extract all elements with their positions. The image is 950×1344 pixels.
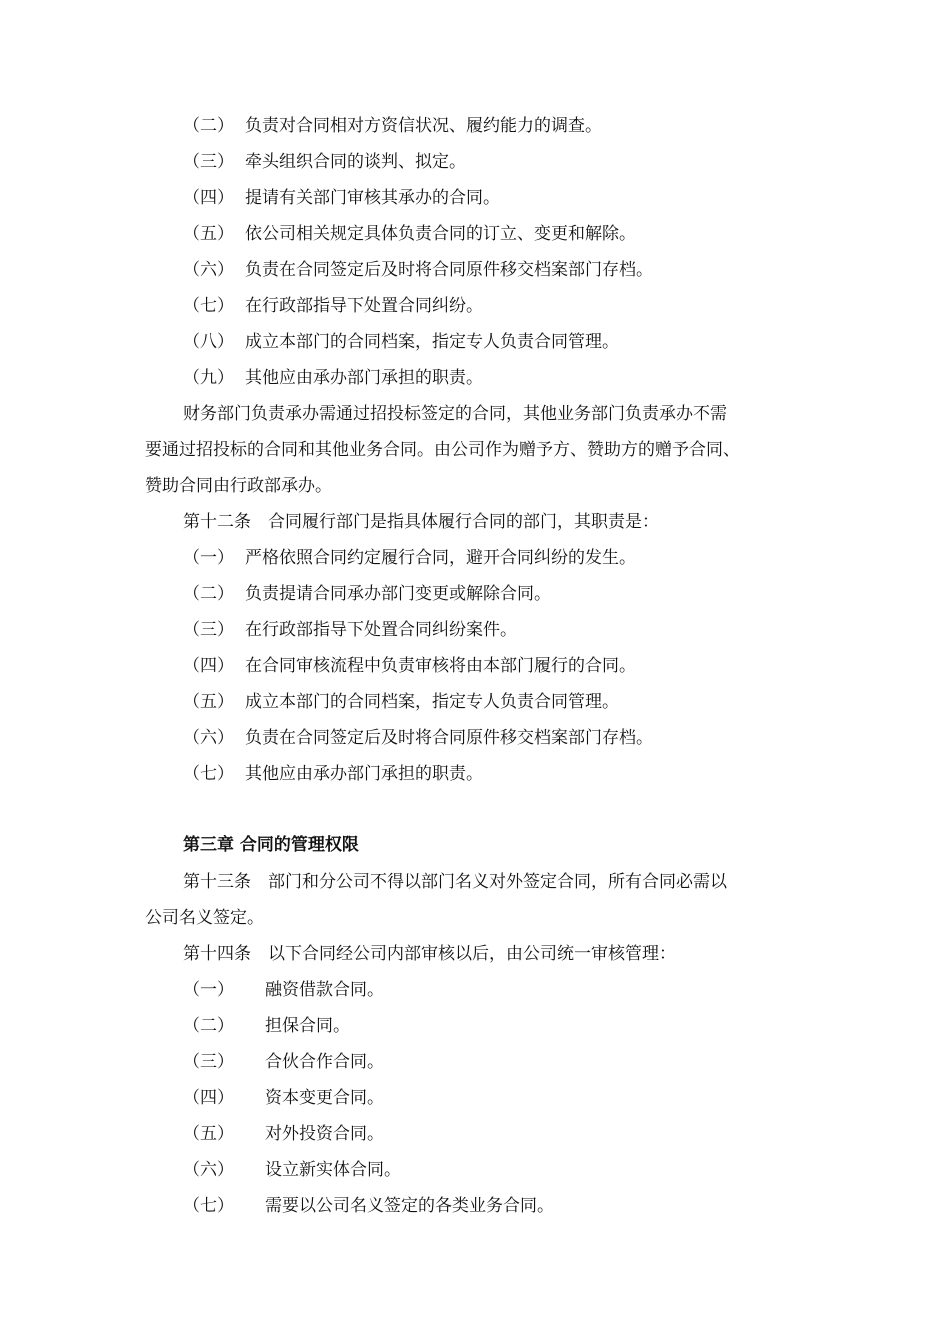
item-number: （二）: [183, 1016, 234, 1036]
item-number: （一）: [183, 548, 234, 568]
item-number: （三）: [183, 152, 234, 172]
item-text: 依公司相关规定具体负责合同的订立、变更和解除。: [245, 224, 636, 244]
item-number: （五）: [183, 224, 234, 244]
item-number: （四）: [183, 188, 234, 208]
list-item: [183, 726, 653, 750]
item-number: （三）: [183, 620, 234, 640]
item-number: （五）: [183, 692, 234, 712]
list-item: [183, 186, 500, 210]
list-item: [183, 618, 517, 642]
list-item: [183, 978, 384, 1002]
list-item: [183, 1158, 401, 1182]
list-item: [183, 582, 551, 606]
item-text: 在行政部指导下处置合同纠纷案件。: [245, 620, 517, 640]
item-text: 提请有关部门审核其承办的合同。: [245, 188, 500, 208]
item-text: 负责对合同相对方资信状况、履约能力的调查。: [245, 116, 602, 136]
paragraph-line: 第十三条 部门和分公司不得以部门名义对外签定合同，所有合同必需以: [183, 872, 727, 892]
list-item: [183, 1050, 384, 1074]
list-item: [183, 654, 636, 678]
item-number: （八）: [183, 332, 234, 352]
list-item: [183, 1194, 554, 1218]
item-number: （六）: [183, 728, 234, 748]
list-item: [183, 762, 483, 786]
list-item: [183, 366, 483, 390]
item-text: 成立本部门的合同档案，指定专人负责合同管理。: [245, 332, 619, 352]
item-text: 其他应由承办部门承担的职责。: [245, 764, 483, 784]
item-text: 严格依照合同约定履行合同，避开合同纠纷的发生。: [245, 548, 636, 568]
item-number: （三）: [183, 1052, 234, 1072]
chapter-heading: 第三章 合同的管理权限: [183, 835, 359, 855]
item-number: （七）: [183, 296, 234, 316]
item-number: （七）: [183, 1196, 234, 1216]
item-text: 合伙合作合同。: [265, 1052, 384, 1072]
item-text: 负责提请合同承办部门变更或解除合同。: [245, 584, 551, 604]
item-text: 成立本部门的合同档案，指定专人负责合同管理。: [245, 692, 619, 712]
paragraph-line: 财务部门负责承办需通过招投标签定的合同，其他业务部门负责承办不需: [183, 404, 727, 424]
article-twelve: 第十二条 合同履行部门是指具体履行合同的部门，其职责是：: [183, 512, 659, 532]
item-text: 在行政部指导下处置合同纠纷。: [245, 296, 483, 316]
item-text: 设立新实体合同。: [265, 1160, 401, 1180]
paragraph-line: 要通过招投标的合同和其他业务合同。由公司作为赠予方、赞助方的赠予合同、: [145, 440, 740, 460]
item-number: （四）: [183, 1088, 234, 1108]
item-text: 资本变更合同。: [265, 1088, 384, 1108]
item-number: （五）: [183, 1124, 234, 1144]
list-item: [183, 1086, 384, 1110]
item-text: 其他应由承办部门承担的职责。: [245, 368, 483, 388]
item-number: （七）: [183, 764, 234, 784]
list-item: [183, 258, 653, 282]
item-number: （二）: [183, 584, 234, 604]
item-text: 在合同审核流程中负责审核将由本部门履行的合同。: [245, 656, 636, 676]
paragraph-line: 公司名义签定。: [145, 908, 264, 928]
item-text: 负责在合同签定后及时将合同原件移交档案部门存档。: [245, 260, 653, 280]
item-number: （六）: [183, 260, 234, 280]
item-text: 负责在合同签定后及时将合同原件移交档案部门存档。: [245, 728, 653, 748]
list-item: [183, 114, 602, 138]
item-number: （九）: [183, 368, 234, 388]
list-item: [183, 222, 636, 246]
item-number: （六）: [183, 1160, 234, 1180]
list-item: [183, 150, 466, 174]
item-number: （四）: [183, 656, 234, 676]
item-text: 融资借款合同。: [265, 980, 384, 1000]
list-item: [183, 546, 636, 570]
item-text: 牵头组织合同的谈判、拟定。: [245, 152, 466, 172]
paragraph-line: 赞助合同由行政部承办。: [145, 476, 332, 496]
list-item: [183, 1014, 350, 1038]
item-text: 对外投资合同。: [265, 1124, 384, 1144]
item-text: 担保合同。: [265, 1016, 350, 1036]
list-item: [183, 294, 483, 318]
article-fourteen: 第十四条 以下合同经公司内部审核以后，由公司统一审核管理：: [183, 944, 676, 964]
item-text: 需要以公司名义签定的各类业务合同。: [265, 1196, 554, 1216]
list-item: [183, 690, 619, 714]
item-number: （二）: [183, 116, 234, 136]
list-item: [183, 330, 619, 354]
item-number: （一）: [183, 980, 234, 1000]
list-item: [183, 1122, 384, 1146]
